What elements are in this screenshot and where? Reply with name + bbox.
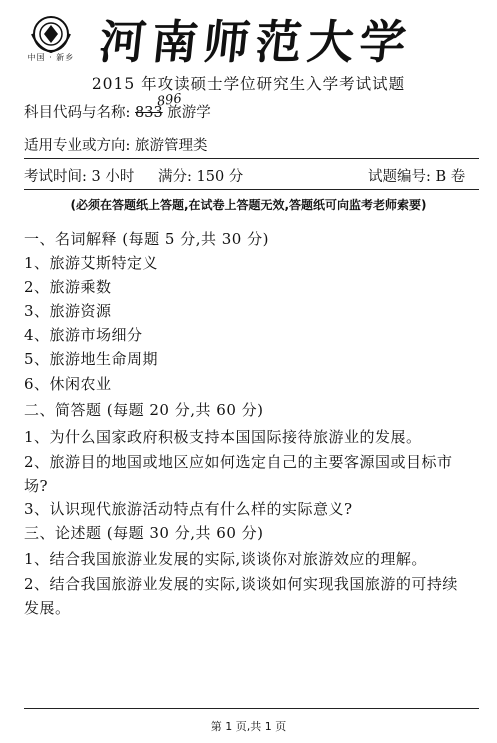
emblem-caption: 中国 · 新乡: [27, 53, 75, 62]
question-item: 1、为什么国家政府积极支持本国国际接待旅游业的发展。: [24, 428, 422, 446]
question-item: 2、结合我国旅游业发展的实际,谈谈如何实现我国旅游的可持续: [24, 575, 458, 593]
section-heading: 二、简答题 (每题 20 分,共 60 分): [24, 401, 264, 419]
question-item: 5、旅游地生命周期: [24, 350, 159, 368]
question-item: 2、旅游目的地国或地区应如何选定自己的主要客源国或目标市: [24, 453, 453, 471]
question-item: 1、结合我国旅游业发展的实际,谈谈你对旅游效应的理解。: [24, 550, 427, 568]
exam-title: 2015 年攻读硕士学位研究生入学考试试题: [91, 75, 406, 93]
subject-code-crossed: 833: [135, 105, 163, 121]
question-item: 场?: [24, 477, 49, 495]
subject-name: 旅游学: [167, 105, 211, 121]
subject-line: [24, 101, 211, 122]
duration-text: 考试时间: 3 小时: [24, 169, 135, 185]
divider-top: [24, 158, 479, 159]
question-item: 1、旅游艾斯特定义: [24, 254, 159, 272]
paper-id-text: 试题编号: B 卷: [368, 169, 466, 185]
question-item: 3、认识现代旅游活动特点有什么样的实际意义?: [24, 500, 353, 518]
major-line: 适用专业或方向: 旅游管理类: [24, 138, 208, 154]
question-item: 2、旅游乘数: [24, 278, 112, 296]
question-item: 3、旅游资源: [24, 302, 112, 320]
exam-notice: (必须在答题纸上答题,在试卷上答题无效,答题纸可向监考老师索要): [70, 198, 427, 212]
question-item: 4、旅游市场细分: [24, 326, 143, 344]
score-text: 满分: 150 分: [158, 169, 244, 185]
handwritten-subject-code: 896: [156, 91, 183, 110]
divider-bottom: [24, 189, 479, 190]
footer-divider: [24, 708, 479, 709]
question-item: 发展。: [24, 599, 71, 617]
section-heading: 一、名词解释 (每题 5 分,共 30 分): [24, 230, 269, 248]
page-number: 第 1 页,共 1 页: [210, 720, 287, 733]
university-name: 河南师范大学: [96, 15, 415, 69]
question-item: 6、休闲农业: [24, 375, 112, 393]
subject-label: 科目代码与名称:: [24, 105, 131, 121]
section-heading: 三、论述题 (每题 30 分,共 60 分): [24, 524, 264, 542]
